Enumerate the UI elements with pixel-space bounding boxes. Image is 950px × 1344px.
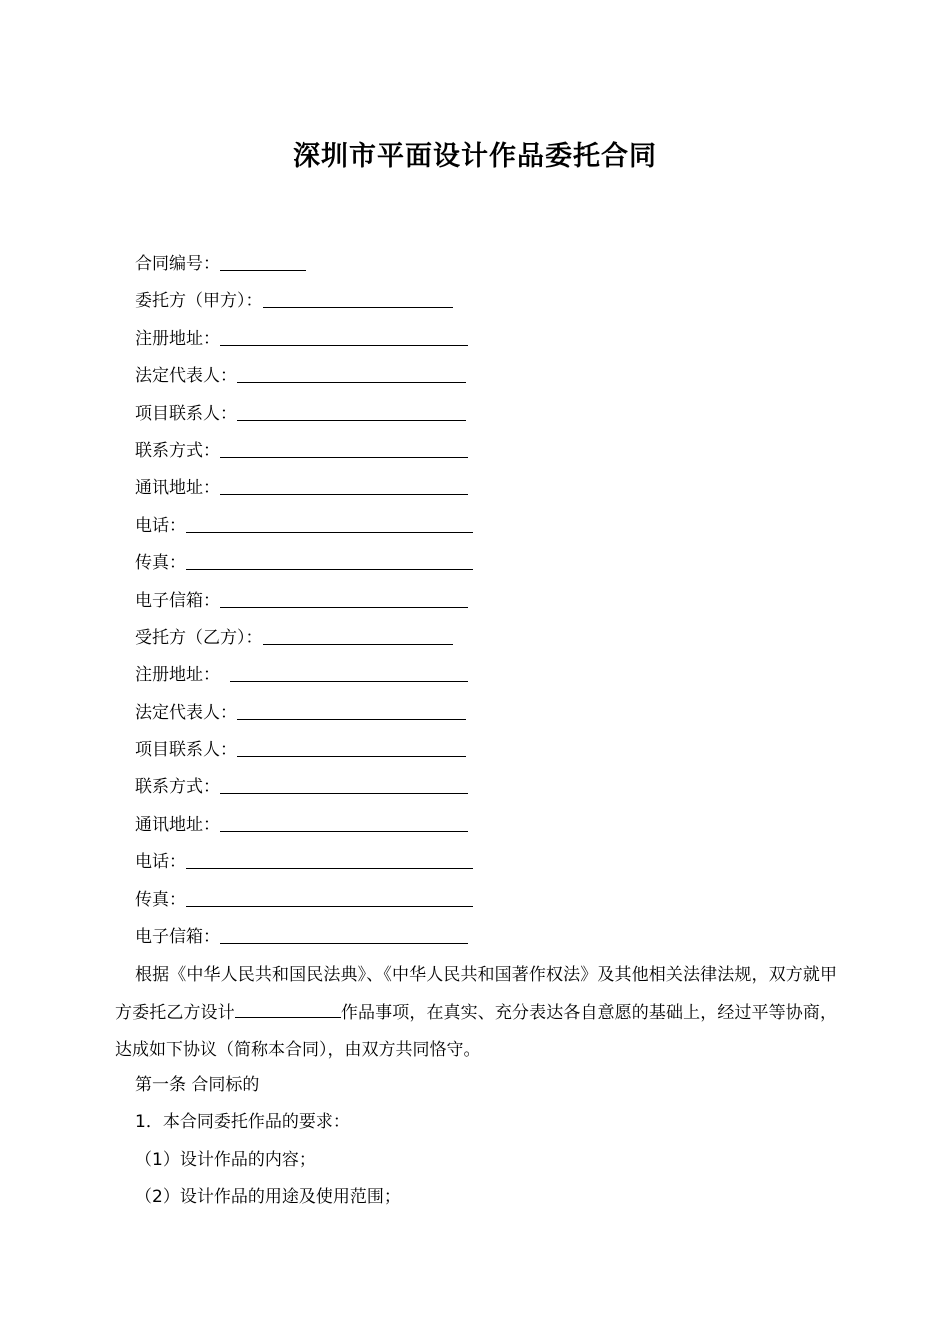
field-client-email <box>135 587 473 624</box>
field-label: 电话： <box>135 515 186 536</box>
field-label: 项目联系人： <box>135 403 237 424</box>
field-label: 电话： <box>135 852 186 873</box>
field-label: 传真： <box>135 553 186 574</box>
fill-in-blank[interactable] <box>186 549 473 570</box>
field-label: 合同编号： <box>135 254 220 274</box>
fill-in-blank[interactable] <box>186 512 473 533</box>
field-label: 传真： <box>135 889 186 910</box>
field-label: 委托方（甲方）： <box>135 291 263 312</box>
design-work-blank[interactable] <box>235 997 341 1018</box>
field-client-project-contact <box>135 400 473 437</box>
fill-in-blank[interactable] <box>263 624 453 645</box>
field-label: 法定代表人： <box>135 366 237 387</box>
party-info-fields <box>135 250 473 960</box>
fill-in-blank[interactable] <box>220 773 468 794</box>
fill-in-blank[interactable] <box>220 811 468 832</box>
field-label: 法定代表人： <box>135 702 237 723</box>
fill-in-blank[interactable] <box>237 362 466 383</box>
fill-in-blank[interactable] <box>220 437 468 458</box>
clause-1-1: （1）设计作品的内容； <box>135 1150 316 1170</box>
field-client-legal-rep <box>135 362 473 399</box>
fill-in-blank[interactable] <box>237 736 466 757</box>
field-label: 电子信箱： <box>135 927 220 948</box>
preamble-text-part1: 根据《中华人民共和国民法典》、《中华人民共和国著作权法》及其他相关法律法规，双方就甲方委托乙方设计 <box>115 965 837 1023</box>
article-1-heading: 第一条 合同标的 <box>135 1075 260 1095</box>
fill-in-blank[interactable] <box>186 848 473 869</box>
field-client-fax <box>135 549 473 586</box>
fill-in-blank[interactable] <box>220 250 306 271</box>
field-label: 注册地址： <box>135 328 220 349</box>
document-title: 深圳市平面设计作品委托合同 <box>293 141 657 172</box>
field-label: 电子信箱： <box>135 590 220 611</box>
fill-in-blank[interactable] <box>220 923 468 944</box>
field-contractor-email <box>135 923 473 960</box>
field-contractor-fax <box>135 886 473 923</box>
field-label: 联系方式： <box>135 440 220 461</box>
field-contractor-phone <box>135 848 473 885</box>
fill-in-blank[interactable] <box>237 699 466 720</box>
preamble-text-part2: 作品事项，在真实、充分表达各自意愿的基础上，经过平等协商，达成如下协议（简称本合同），由双方共同恪守。 <box>115 1002 838 1061</box>
field-label: 注册地址： <box>135 665 220 686</box>
field-client-registered-address <box>135 325 473 362</box>
field-client-party <box>135 287 473 324</box>
field-client-mailing-address <box>135 474 473 511</box>
field-label: 通讯地址： <box>135 814 220 835</box>
field-contractor-project-contact <box>135 736 473 773</box>
field-label: 通讯地址： <box>135 478 220 499</box>
fill-in-blank[interactable] <box>237 400 466 421</box>
fill-in-blank[interactable] <box>220 325 468 346</box>
preamble-paragraph <box>115 957 837 1070</box>
field-label: 联系方式： <box>135 777 220 798</box>
clause-1-2: （2）设计作品的用途及使用范围； <box>135 1187 401 1207</box>
fill-in-blank[interactable] <box>220 474 468 495</box>
field-contractor-contact-method <box>135 773 473 810</box>
field-contractor-legal-rep <box>135 699 473 736</box>
fill-in-blank[interactable] <box>186 886 473 907</box>
field-label: 项目联系人： <box>135 740 237 761</box>
fill-in-blank[interactable] <box>220 587 468 608</box>
field-client-phone <box>135 512 473 549</box>
clause-1: 1．本合同委托作品的要求： <box>135 1112 350 1132</box>
field-contractor-party <box>135 624 473 661</box>
fill-in-blank[interactable] <box>263 287 453 308</box>
fill-in-blank[interactable] <box>230 661 468 682</box>
field-contractor-registered-address <box>135 661 473 698</box>
field-client-contact-method <box>135 437 473 474</box>
field-label: 受托方（乙方）： <box>135 627 263 648</box>
field-contractor-mailing-address <box>135 811 473 848</box>
field-contract-number <box>135 250 473 287</box>
